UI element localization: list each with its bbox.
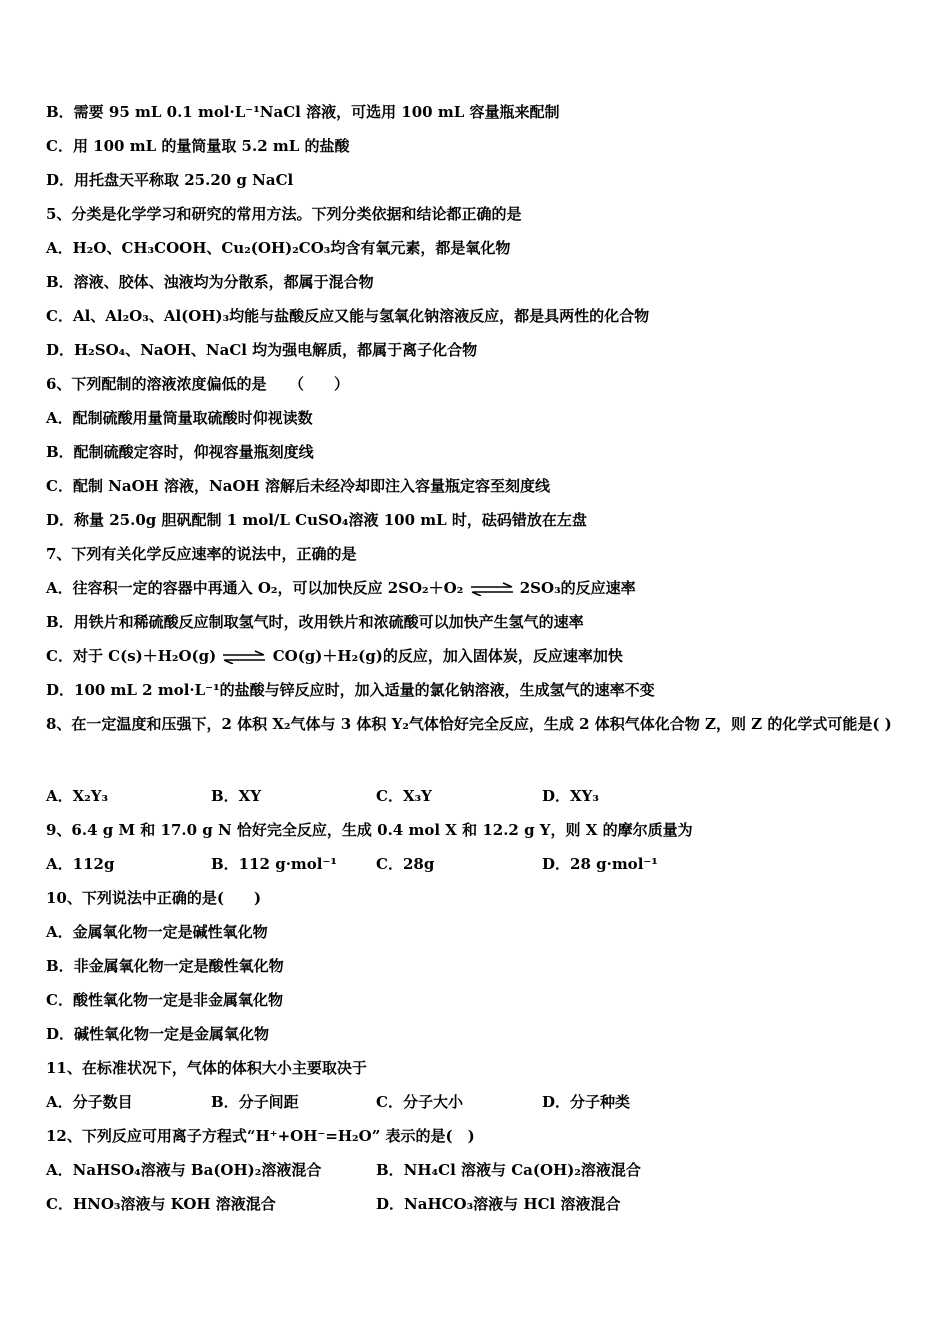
- q12-stem: 12、下列反应可用离子方程式“H⁺+OH⁻=H₂O” 表示的是( ): [46, 1127, 475, 1145]
- q5-stem: 5、分类是化学学习和研究的常用方法。下列分类依据和结论都正确的是: [46, 205, 522, 223]
- q12-option-c: C．HNO₃溶液与 KOH 溶液混合: [46, 1195, 276, 1213]
- q10-option-a: A．金属氧化物一定是碱性氧化物: [46, 923, 268, 941]
- q11-option-c: C．分子大小: [376, 1093, 463, 1111]
- q7-option-a: [46, 578, 636, 598]
- q5-option-c: C．Al、Al₂O₃、Al(OH)₃均能与盐酸反应又能与氢氧化钠溶液反应，都是具两性的化合物: [46, 307, 650, 325]
- q11-option-b: B．分子间距: [211, 1093, 299, 1111]
- q11-option-a: A．分子数目: [46, 1093, 133, 1111]
- q7-option-b: B．用铁片和稀硫酸反应制取氢气时，改用铁片和浓硫酸可以加快产生氢气的速率: [46, 613, 584, 631]
- q6-option-c: C．配制 NaOH 溶液，NaOH 溶解后未经冷却即注入容量瓶定容至刻度线: [46, 477, 550, 495]
- q11-option-d: D．分子种类: [542, 1093, 631, 1111]
- q7-option-d: D．100 mL 2 mol·L⁻¹的盐酸与锌反应时，加入适量的氯化钠溶液，生成氢气的速率不变: [46, 681, 655, 699]
- q12-option-a: A．NaHSO₄溶液与 Ba(OH)₂溶液混合: [46, 1161, 322, 1179]
- q8-option-d: D．XY₃: [542, 787, 599, 805]
- q6-option-b: B．配制硫酸定容时，仰视容量瓶刻度线: [46, 443, 314, 461]
- q8-option-c: C．X₃Y: [376, 787, 432, 805]
- q10-stem: 10、下列说法中正确的是( ): [46, 889, 262, 907]
- q11-stem: 11、在标准状况下，气体的体积大小主要取决于: [46, 1059, 367, 1077]
- q5-option-a: A．H₂O、CH₃COOH、Cu₂(OH)₂CO₃均含有氧元素，都是氧化物: [46, 239, 511, 257]
- q4-option-b: B．需要 95 mL 0.1 mol·L⁻¹NaCl 溶液，可选用 100 mL 容量瓶来配制: [46, 103, 560, 121]
- q5-option-d: D．H₂SO₄、NaOH、NaCl 均为强电解质，都属于离子化合物: [46, 341, 478, 359]
- q8-option-b: B．XY: [211, 787, 262, 805]
- q9-option-a: A．112g: [46, 855, 115, 873]
- equilibrium-arrow-icon: [469, 582, 515, 596]
- equilibrium-arrow-icon: [221, 650, 267, 664]
- q5-option-b: B．溶液、胶体、浊液均为分散系，都属于混合物: [46, 273, 374, 291]
- q8-stem: 8、在一定温度和压强下，2 体积 X₂气体与 3 体积 Y₂气体恰好完全反应，生成 2 体积气体化合物 Z，则 Z 的化学式可能是( ): [46, 715, 892, 733]
- q9-option-d: D．28 g·mol⁻¹: [542, 855, 658, 873]
- q7-option-c-part2: CO(g)＋H₂(g)的反应，加入固体炭，反应速率加快: [272, 647, 623, 665]
- q7-option-c-part1: C．对于 C(s)＋H₂O(g): [46, 647, 217, 665]
- q6-stem: 6、下列配制的溶液浓度偏低的是 （ ）: [46, 375, 349, 393]
- q10-option-b: B．非金属氧化物一定是酸性氧化物: [46, 957, 284, 975]
- q7-option-c: [46, 646, 623, 666]
- q10-option-c: C．酸性氧化物一定是非金属氧化物: [46, 991, 283, 1009]
- q4-option-d: D．用托盘天平称取 25.20 g NaCl: [46, 171, 294, 189]
- q12-option-b: B．NH₄Cl 溶液与 Ca(OH)₂溶液混合: [376, 1161, 641, 1179]
- q8-option-a: A．X₂Y₃: [46, 787, 109, 805]
- q4-option-c: C．用 100 mL 的量筒量取 5.2 mL 的盐酸: [46, 137, 350, 155]
- q6-option-d: D．称量 25.0g 胆矾配制 1 mol/L CuSO₄溶液 100 mL 时，砝码错放在左盘: [46, 511, 587, 529]
- q12-option-d: D．NaHCO₃溶液与 HCl 溶液混合: [376, 1195, 621, 1213]
- q9-option-b: B．112 g·mol⁻¹: [211, 855, 337, 873]
- q7-option-a-part1: A．往容积一定的容器中再通入 O₂，可以加快反应 2SO₂＋O₂: [46, 579, 464, 597]
- q9-option-c: C．28g: [376, 855, 435, 873]
- q6-option-a: A．配制硫酸用量筒量取硫酸时仰视读数: [46, 409, 313, 427]
- q7-option-a-part2: 2SO₃的反应速率: [519, 579, 636, 597]
- q9-stem: 9、6.4 g M 和 17.0 g N 恰好完全反应，生成 0.4 mol X 和 12.2 g Y，则 X 的摩尔质量为: [46, 821, 693, 839]
- q7-stem: 7、下列有关化学反应速率的说法中，正确的是: [46, 545, 357, 563]
- q10-option-d: D．碱性氧化物一定是金属氧化物: [46, 1025, 270, 1043]
